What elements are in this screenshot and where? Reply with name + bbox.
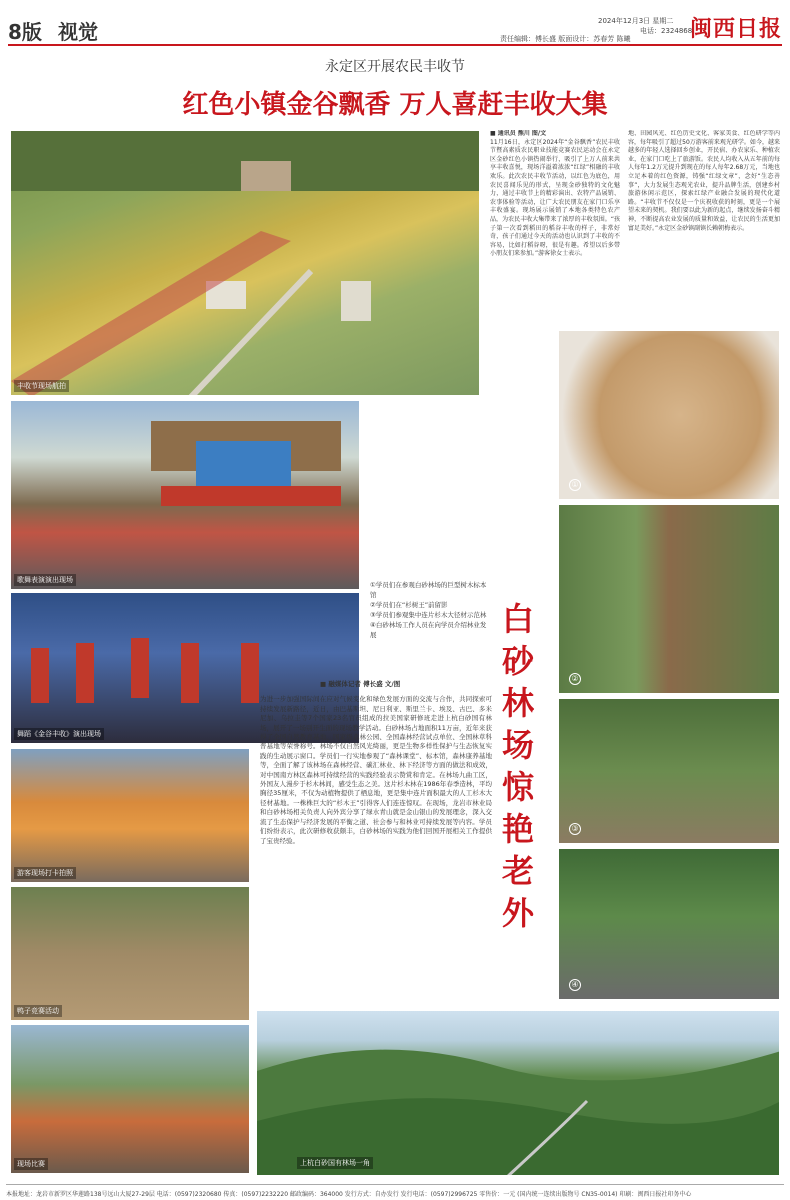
editor-credits: 责任编辑：傅长盛 版面设计：苏春芳 陈曦 <box>500 35 631 43</box>
photo-number: ③ <box>569 823 581 835</box>
photo-caption: 上杭白砂国有林场一角 <box>297 1157 373 1169</box>
article1-body-cont <box>628 130 780 330</box>
mountain-scene <box>257 1011 780 1176</box>
page-number: 8版 <box>8 20 42 44</box>
article-title: 红色小镇金谷飘香 万人喜赶丰收大集 <box>182 90 608 120</box>
section-name: 视觉 <box>58 20 98 44</box>
legend-item: ③学员们参观集中连片杉木大径材示范林 <box>370 611 487 619</box>
photo-caption: 歌舞表演演出现场 <box>14 574 76 586</box>
article2-title: 白砂林场惊艳老外 <box>501 600 534 932</box>
stage-photo <box>10 400 360 590</box>
forest-landscape-photo <box>256 1010 780 1176</box>
legend-item: ②学员们在“杉树王”前留影 <box>370 601 448 609</box>
stage-scene <box>11 401 360 590</box>
article1-byline: ■ 通讯员 熊川 图/文 <box>490 130 547 137</box>
photo-number: ② <box>569 673 581 685</box>
photo-number: ① <box>569 479 581 491</box>
article2-byline: ■ 融媒体记者 傅长盛 文/图 <box>320 680 401 688</box>
aerial-photo <box>10 130 480 396</box>
tree-specimen-photo <box>558 330 780 500</box>
photo-caption: 现场比赛 <box>14 1158 48 1170</box>
legend-item: ④白砂林场工作人员在向学员介绍林业发展 <box>370 621 487 639</box>
photo-caption: 鸭子竞赛活动 <box>14 1005 62 1017</box>
article1-text2: 地、田园风光、红色历史文化、客家美食、红色研学等内容，每年吸引了超过50万游客前来观光研学。如今，越来越多的年轻人选择回乡创业，开民宿、办农家乐、种植农业，在家门口吃上了旅游饭。农民人均收入从五年前的每人每年1.2万元提升到现在的每人每年2.68万元，当地也立足本着的红色资源，铸强“红绿文章”，念好“生态善事”，大力发展生态观光农业，提升品牌生活，创建乡村旅游休闲示范区，探索红绿产业融合发展的现代化道路。“丰收节不仅仅是一个庆祝收获的时刻，更是一个展望未来的契机。我们要以此为新的起点，继续发扬奋斗精神，不断提高农业发展的质量和效益，让农民的生活更加富足美好。”永定区金砂镇副镇长赖朝梅表示。 <box>628 130 780 232</box>
newspaper-logo: 闽西日报 <box>690 16 783 42</box>
aerial-scene <box>11 131 480 396</box>
publish-date: 2024年12月3日 星期二 <box>598 17 674 25</box>
tug-of-war-photo <box>10 1024 250 1174</box>
staff-intro-photo <box>558 848 780 1000</box>
article2-body <box>260 680 492 1010</box>
article2-text: 为进一步加强国际间在应对气候变化和绿色发展方面的交流与合作，共同探索可持续发展新路径，近日，由巴基斯坦、尼日利亚、斯里兰卡、埃及、古巴、多米尼加、乌拉圭等7个国家23名官员组成的拉美国家研修班走进上杭白砂国有林场，展开了一场别开生面的现场教学活动。白砂林场占地面积11万亩，近年来获得了全国自然教育基地、国家级森林公园、全国森林经营试点单位、全国林草科普基地等荣誉称号。林场不仅自然风光绮丽，更是生物多样性保护与生态恢复实践的生动展示窗口。学员们一行实地参观了“森林课堂”、标本馆，森林康养基地等，全面了解了该林场在森林经营、碳汇林业、林下经济等方面的做法和成效，对中国南方林区森林可持续经营的实践经验表示赞赏和肯定。在林场九曲工区，外国友人漫步于杉木林间，感受生态之美。这片杉木林在1986年春季造林，平均胸径35厘米，不仅为动植物提供了栖息地，更是集中连片面积最大的人工杉木大径材基地。一株株巨大的“杉木王”引得客人们连连惊叹。在现场，龙岩市林业局和白砂林场相关负责人向外宾分享了绿水青山就是金山银山的发展理念，深入交流了生态保护与经济发展的平衡之道、社会参与和林业可持续发展等内容。学员们纷纷表示，此次研修收获颇丰，白砂林场的实践为他们回国开展相关工作提供了宝贵经验。 <box>260 695 492 845</box>
photo-caption: 丰收节现场航拍 <box>14 380 69 392</box>
photo-number: ④ <box>569 979 581 991</box>
photo-legend <box>370 580 490 640</box>
header-divider <box>8 44 782 46</box>
photo-caption: 游客现场打卡拍照 <box>14 867 76 879</box>
photo-caption: 舞蹈《金谷丰收》演出现场 <box>14 728 104 740</box>
forest-visit-photo <box>558 698 780 844</box>
article-subtitle: 永定区开展农民丰收节 <box>325 59 465 75</box>
article1-text: 11月16日，永定区2024年“金谷飘香”农民丰收节暨高素质农民职业技能竞赛农民运动会在永定区金砂红色小镇热闹举行，吸引了上万人前来共享丰收喜悦，现场洋溢着浓浓“红绿”相融的丰收欢乐。此次农民丰收节活动，以红色为底色，用农民喜闻乐见的形式，呈现金砂独特的文化魅力，通过丰收节上的精彩演出、农特产品展销、农事体验等活动，让广大农民朋友在家门口乐享丰收盛宴。现场展示展销了本地各类特色农产品，为农民丰收大集带来了浓厚的丰收氛围。“孩子第一次看到稻田的稻谷丰收的样子，非常好奇，孩子们通过今天的活动也认识到了丰收的不容易，比如打稻谷呀，很是有趣。希望以后多带小朋友们来参加。”游客徐女士表示。 <box>490 138 620 258</box>
footer-info: 本报地址：龙岩市新罗区华莲路138号远山大厦27-29层 电话：(0597)2320680 传真：(0597)2232220 邮政编码：364000 发行方式：自办发行 发行电话：(0597)2996725 零售价：一元 (国内统一连续出版物号 CN35-0014) 印刷：闽西日报社印务中心 <box>6 1184 784 1198</box>
contact-phone: 电话：2324868 <box>640 27 693 35</box>
fir-king-photo <box>558 504 780 694</box>
legend-item: ①学员们在参观白砂林场的巨型树木标本馆 <box>370 581 487 599</box>
tourists-photo <box>10 748 250 883</box>
duck-race-photo <box>10 886 250 1021</box>
